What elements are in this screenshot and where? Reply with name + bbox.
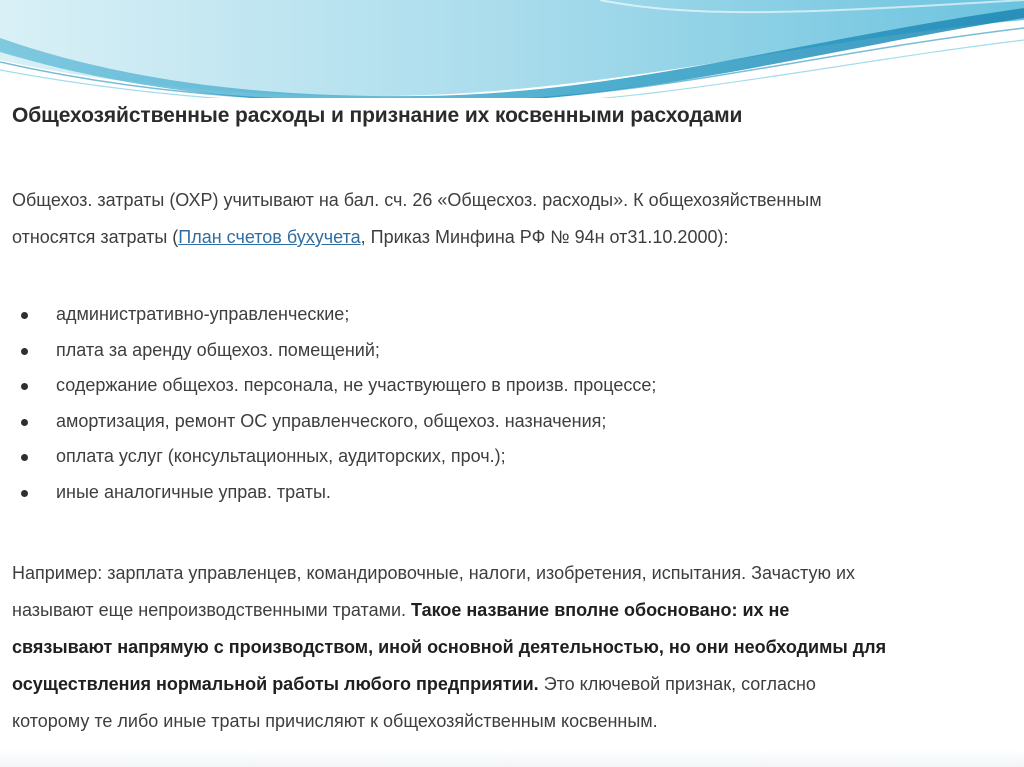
bullet-icon <box>21 419 28 426</box>
list-item <box>12 439 656 475</box>
bullet-icon <box>21 383 28 390</box>
list-item <box>12 333 656 369</box>
example-line-5: которому те либо иные траты причисляют к общехозяйственным косвенным. <box>12 711 658 731</box>
list-item <box>12 297 656 333</box>
expense-list <box>12 297 656 510</box>
example-line-4-bold: осуществления нормальной работы любого предприятии. <box>12 674 539 694</box>
example-line-3-bold: связывают напрямую с производством, иной основной деятельностью, но они необходимы для <box>12 637 887 657</box>
list-item <box>12 475 656 511</box>
bottom-band <box>0 749 1024 767</box>
list-item-text: содержание общехоз. персонала, не участвующего в произв. процессе; <box>56 375 657 395</box>
decorative-wave-header <box>0 0 1024 110</box>
list-item-text: плата за аренду общехоз. помещений; <box>56 339 380 360</box>
list-item-text: оплата услуг (консультационных, аудиторских, проч.); <box>56 446 506 466</box>
bullet-icon <box>21 312 28 319</box>
list-item <box>12 404 656 440</box>
content-panel <box>0 98 1008 736</box>
bullet-icon <box>21 348 28 355</box>
intro-line-1: Общехоз. затраты (ОХР) учитывают на бал. сч. 26 «Общесхоз. расходы». К общехозяйственным <box>12 190 822 210</box>
intro-paragraph <box>12 182 822 256</box>
bullet-icon <box>21 454 28 461</box>
example-line-4: Это ключевой признак, согласно <box>538 674 816 694</box>
example-paragraph <box>12 555 886 740</box>
list-item-text: иные аналогичные управ. траты. <box>56 481 331 502</box>
list-item-text: административно-управленческие; <box>56 304 350 324</box>
intro-line-2-suffix: , Приказ Минфина РФ № 94н от31.10.2000): <box>360 227 729 247</box>
example-line-2: называют еще непроизводственными тратами. <box>12 600 412 620</box>
list-item <box>12 368 656 404</box>
bullet-icon <box>21 490 28 497</box>
intro-line-2-prefix: относятся затраты ( <box>12 227 179 247</box>
example-line-2-bold: Такое название вполне обосновано: их не <box>411 600 790 620</box>
example-line-1: Например: зарплата управленцев, командировочные, налоги, изобретения, испытания. Зачастую их <box>12 563 856 583</box>
list-item-text: амортизация, ремонт ОС управленческого, общехоз. назначения; <box>56 410 607 431</box>
chart-of-accounts-link[interactable]: План счетов бухучета <box>178 227 361 247</box>
page-title: Общехозяйственные расходы и признание их косвенными расходами <box>12 104 743 127</box>
